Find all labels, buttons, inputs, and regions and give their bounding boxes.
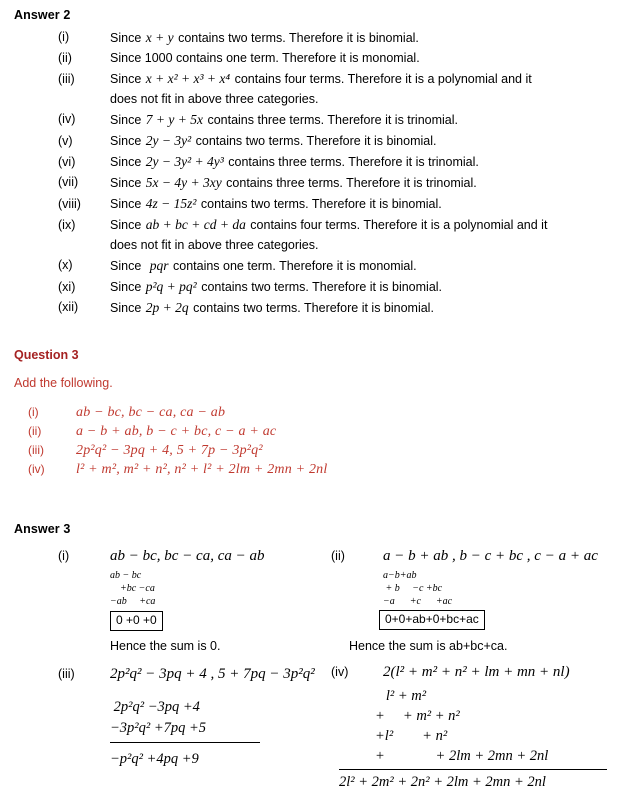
working-line: ab − bc <box>110 570 142 581</box>
list-item <box>0 194 627 214</box>
item-expression: a − b + ab, b − c + bc, c − a + ac <box>76 424 277 439</box>
item-text <box>110 152 627 172</box>
item-math: x + y <box>145 30 174 45</box>
list-item <box>0 215 627 255</box>
item-text <box>110 173 627 193</box>
item-number: (iv) <box>58 112 76 126</box>
list-item <box>0 152 627 172</box>
list-item <box>0 441 627 460</box>
item-pre: Since <box>110 113 145 127</box>
item-math: p²q + pq² <box>145 279 197 294</box>
sum-rule <box>339 769 607 770</box>
item-math: 2y − 3y² <box>145 133 192 148</box>
addition-line: +l² + n² <box>375 728 448 744</box>
addition-line: l² + m² <box>375 688 427 704</box>
item-math: x + x² + x³ + x⁴ <box>145 71 231 86</box>
item-number: (i) <box>28 405 39 419</box>
answer-3-part-iv <box>313 664 626 681</box>
boxed-result: 0+0+ab+0+bc+ac <box>379 610 485 630</box>
item-pre: Since <box>110 155 145 169</box>
list-item <box>0 422 627 441</box>
item-post: contains four terms. Therefore it is a polynomial and it <box>246 218 548 232</box>
answer-2-list <box>0 28 627 319</box>
item-pre: Since <box>110 72 145 86</box>
item-post: contains two terms. Therefore it is binomial. <box>197 280 443 294</box>
item-text <box>110 194 627 214</box>
item-number: (iii) <box>58 72 75 86</box>
item-pre: Since <box>110 176 145 190</box>
item-expression: 2(l² + m² + n² + lm + mn + nl) <box>383 664 570 680</box>
item-number: (iv) <box>331 665 349 679</box>
item-number: (ii) <box>58 51 72 65</box>
list-item <box>0 298 627 318</box>
addition-line: 2p²q² −3pq +4 <box>110 699 200 715</box>
item-text <box>110 28 627 48</box>
list-item <box>0 69 627 109</box>
item-number: (iii) <box>58 667 75 681</box>
item-math: 4z − 15z² <box>145 196 197 211</box>
boxed-result: 0 +0 +0 <box>110 611 163 631</box>
item-pre: Since <box>110 197 145 211</box>
item-expression: a − b + ab , b − c + bc , c − a + ac <box>383 548 598 564</box>
answer-2-heading: Answer 2 <box>14 8 71 22</box>
item-pre: Since <box>110 280 145 294</box>
list-item <box>0 28 627 48</box>
item-number: (i) <box>58 549 70 563</box>
answer-3-left-column <box>0 548 313 793</box>
item-post: contains one term. Therefore it is monomial. <box>169 259 417 273</box>
item-text <box>110 110 627 130</box>
item-math: 2p + 2q <box>145 300 189 315</box>
item-post: contains two terms. Therefore it is binomial. <box>174 31 419 45</box>
item-number: (vi) <box>58 155 76 169</box>
item-number: (xii) <box>58 300 79 314</box>
item-expression: l² + m², m² + n², n² + l² + 2lm + 2mn + 2nl <box>76 462 328 477</box>
answer-3-part-i <box>0 548 313 565</box>
question-3-heading: Question 3 <box>14 348 79 362</box>
item-number: (iv) <box>28 462 45 476</box>
item-pre: Since <box>110 31 145 45</box>
item-text <box>110 277 627 297</box>
item-pre: Since <box>110 301 145 315</box>
item-number: (viii) <box>58 197 81 211</box>
item-post: contains two terms. Therefore it is binomial. <box>192 134 437 148</box>
item-expression: 2p²q² − 3pq + 4 , 5 + 7pq − 3p²q² <box>110 666 315 682</box>
sum-result: 2l² + 2m² + 2n² + 2lm + 2mn + 2nl <box>339 774 546 790</box>
item-number: (ii) <box>28 424 42 438</box>
item-continuation: does not fit in above three categories. <box>110 238 319 252</box>
item-expression: ab − bc, bc − ca, ca − ab <box>76 405 226 420</box>
answer-3-part-ii <box>313 548 626 565</box>
working-line: −a +c +ac <box>383 596 453 607</box>
working-line: a−b+ab <box>383 570 417 581</box>
list-item <box>0 49 627 68</box>
answer-3-grid <box>0 548 627 793</box>
item-number: (ix) <box>58 218 76 232</box>
item-pre: Since <box>110 134 145 148</box>
item-expression: ab − bc, bc − ca, ca − ab <box>110 548 265 564</box>
item-post: contains three terms. Therefore it is trinomial. <box>203 113 459 127</box>
item-number: (vii) <box>58 175 79 189</box>
conclusion-text: Hence the sum is ab+bc+ca. <box>349 639 508 653</box>
sum-rule <box>110 742 260 743</box>
addition-line: + + m² + n² <box>375 708 460 724</box>
item-text <box>110 69 627 109</box>
item-math: 2y − 3y² + 4y³ <box>145 154 224 169</box>
working-line: +bc −ca <box>110 583 155 594</box>
item-math: ab + bc + cd + da <box>145 217 246 232</box>
question-3-instruction: Add the following. <box>14 376 113 390</box>
answer-3-part-iii <box>0 666 313 683</box>
item-number: (i) <box>58 30 70 44</box>
answer-3-heading: Answer 3 <box>14 522 71 536</box>
working-line: −ab +ca <box>110 596 156 607</box>
item-number: (ii) <box>331 549 345 563</box>
item-text <box>110 256 627 276</box>
list-item <box>0 277 627 297</box>
list-item <box>0 131 627 151</box>
addition-line: + + 2lm + 2mn + 2nl <box>375 748 549 764</box>
addition-line: −3p²q² +7pq +5 <box>110 720 207 736</box>
item-post: contains two terms. Therefore it is binomial. <box>197 197 442 211</box>
question-3-list <box>0 403 627 479</box>
item-math: 1000 <box>144 51 173 65</box>
item-expression: 2p²q² − 3pq + 4, 5 + 7p − 3p²q² <box>76 443 263 458</box>
item-post: contains four terms. Therefore it is a polynomial and it <box>231 72 532 86</box>
sum-result: −p²q² +4pq +9 <box>110 751 199 767</box>
list-item <box>0 460 627 479</box>
item-post: contains two terms. Therefore it is binomial. <box>189 301 434 315</box>
item-number: (v) <box>58 134 73 148</box>
working-line: + b −c +bc <box>383 583 443 594</box>
item-post: contains three terms. Therefore it is trinomial. <box>224 155 479 169</box>
item-math: 5x − 4y + 3xy <box>145 175 222 190</box>
item-post: contains one term. Therefore it is monomial. <box>172 51 420 65</box>
list-item <box>0 403 627 422</box>
item-pre: Since <box>110 51 145 65</box>
conclusion-text: Hence the sum is 0. <box>110 639 221 653</box>
answer-3-right-column <box>313 548 626 793</box>
question-3-section <box>0 348 627 479</box>
list-item <box>0 173 627 193</box>
item-pre: Since <box>110 259 145 273</box>
item-number: (xi) <box>58 280 76 294</box>
item-number: (iii) <box>28 443 44 457</box>
item-number: (x) <box>58 258 73 272</box>
item-text <box>110 215 627 255</box>
item-pre: Since <box>110 218 145 232</box>
item-math: pqr <box>149 258 169 273</box>
list-item <box>0 256 627 276</box>
item-text <box>110 131 627 151</box>
item-math: 7 + y + 5x <box>145 112 203 127</box>
item-continuation: does not fit in above three categories. <box>110 92 319 106</box>
item-text <box>110 298 627 318</box>
item-text <box>110 49 627 68</box>
list-item <box>0 110 627 130</box>
item-post: contains three terms. Therefore it is trinomial. <box>222 176 477 190</box>
